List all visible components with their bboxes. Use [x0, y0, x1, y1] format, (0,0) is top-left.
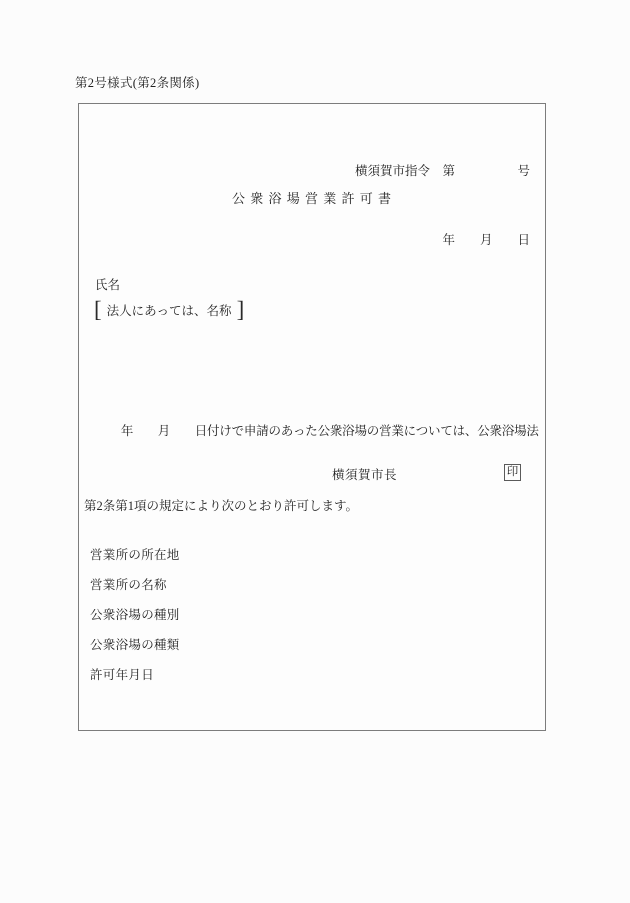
official-seal-mark: 印: [504, 464, 521, 481]
field-label-business-name: 営業所の名称: [90, 578, 167, 592]
document-title: 公 衆 浴 場 営 業 許 可 書: [231, 191, 392, 206]
applicant-name-label: 氏名: [95, 278, 121, 292]
permit-document-frame: [78, 103, 546, 731]
body-line-2: 第2条第1項の規定により次のとおり許可します。: [84, 499, 359, 513]
close-bracket: ]: [236, 297, 245, 322]
form-number-label: 第2号様式(第2条関係): [75, 76, 200, 90]
issue-date-line: 年 月 日: [442, 233, 530, 247]
field-label-bathhouse-type: 公衆浴場の種類: [90, 638, 180, 652]
corporate-name-note-text: 法人にあっては、名称: [106, 304, 232, 318]
field-label-business-address: 営業所の所在地: [90, 548, 180, 562]
open-bracket: [: [94, 297, 102, 322]
mayor-signature-label: 横須賀市長: [332, 468, 398, 482]
field-label-permit-date: 許可年月日: [90, 668, 155, 682]
body-line-1: 年 月 日付けで申請のあった公衆浴場の営業については、公衆浴場法: [84, 424, 539, 438]
permit-body-text: [84, 369, 541, 569]
field-label-bathhouse-category: 公衆浴場の種別: [90, 608, 180, 622]
directive-number-line: 横須賀市指令 第 号: [354, 164, 530, 178]
corporate-name-note: [94, 297, 244, 323]
